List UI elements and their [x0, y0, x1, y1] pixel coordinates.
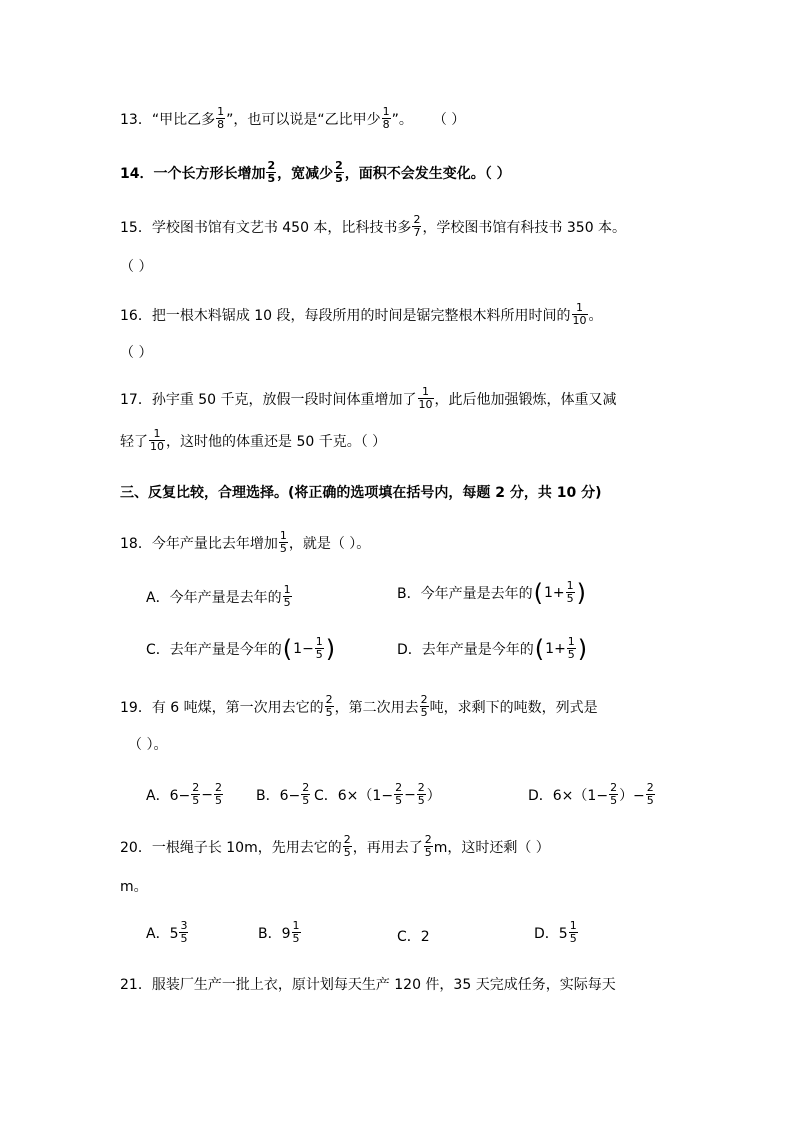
- q19-text-post: 吨，求剩下的吨数，列式是: [429, 699, 598, 716]
- q19-answer-blank[interactable]: （ ）。: [128, 737, 168, 753]
- q20-option-a-fraction: $\frac{3}{5}$: [180, 919, 188, 945]
- q19-option-d-fraction-1: $\frac{2}{5}$: [610, 781, 618, 807]
- question-17-line-2: [120, 428, 386, 453]
- q20-text-pre: 20．一根绳子长 10m，先用去它的: [120, 839, 342, 856]
- q13-fraction-1: $\frac{1}{8}$: [217, 105, 225, 131]
- q15-text-pre: 15．学校图书馆有文艺书 450 本，比科技书多: [120, 219, 412, 236]
- q14-text-pre: 14．一个长方形长增加: [120, 165, 266, 182]
- q19-text-mid: ，第二次用去: [334, 699, 419, 716]
- q19-option-d[interactable]: D．6×（1− $\frac{2}{5}$ ）− $\frac{2}{5}$: [528, 781, 654, 807]
- q20-fraction-2: $\frac{2}{5}$: [424, 833, 432, 859]
- q14-fraction-1: $\frac{2}{5}$: [267, 159, 276, 185]
- q18-fraction-1: $\frac{1}{5}$: [279, 529, 287, 555]
- q19-text-pre: 19．有 6 吨煤，第一次用去它的: [120, 699, 324, 716]
- question-21: 21．服装厂生产一批上衣，原计划每天生产 120 件，35 天完成任务，实际每天: [120, 977, 616, 993]
- question-20: [120, 834, 550, 859]
- q17-fraction-2: $\frac{1}{10}$: [150, 427, 164, 453]
- q18-text-post: ，就是（ ）。: [288, 535, 371, 552]
- question-13: [120, 106, 465, 131]
- q20-text-mid: ，再用去了: [352, 839, 423, 856]
- q20-option-a[interactable]: A．5 $\frac{3}{5}$: [146, 919, 188, 945]
- q16-text-pre: 16．把一根木料锯成 10 段，每段所用的时间是锯完整根木料所用时间的: [120, 307, 571, 324]
- q19-option-b-fraction: $\frac{2}{5}$: [302, 781, 310, 807]
- q15-answer-blank[interactable]: （ ）: [120, 259, 153, 275]
- q18-option-b-fraction: $\frac{1}{5}$: [566, 579, 574, 605]
- q17-line2-post: ，这时他的体重还是 50 千克。（ ）: [166, 433, 387, 450]
- q13-text-mid: ”，也可以说是“乙比甲少: [226, 111, 381, 128]
- q18-option-d[interactable]: D．去年产量是今年的 ( 1+ $\frac{1}{5}$ ): [397, 634, 588, 663]
- q17-line2-pre: 轻了: [120, 433, 148, 450]
- question-19: [120, 694, 598, 719]
- q18-option-c[interactable]: C．去年产量是今年的 ( 1− $\frac{1}{5}$ ): [146, 634, 336, 663]
- q16-fraction-1: $\frac{1}{10}$: [572, 301, 587, 327]
- question-17: [120, 386, 617, 411]
- q19-option-c-fraction-1: $\frac{2}{5}$: [395, 781, 403, 807]
- q19-fraction-2: $\frac{2}{5}$: [420, 693, 428, 719]
- q19-option-a-fraction-2: $\frac{2}{5}$: [214, 781, 222, 807]
- q20-text-post: m，这时还剩（ ）: [433, 839, 550, 856]
- q20-option-b-fraction: $\frac{1}{5}$: [292, 919, 300, 945]
- q13-text-post: ”。: [391, 111, 413, 128]
- q13-text-pre: 13．“甲比乙多: [120, 111, 216, 128]
- q19-option-b[interactable]: B．6− $\frac{2}{5}$: [256, 781, 310, 807]
- q18-text-pre: 18．今年产量比去年增加: [120, 535, 278, 552]
- question-14: [120, 160, 511, 185]
- q20-option-d-fraction: $\frac{1}{5}$: [569, 919, 577, 945]
- q13-answer-blank[interactable]: （ ）: [432, 111, 466, 128]
- q18-option-a-fraction: $\frac{1}{5}$: [283, 583, 291, 609]
- q20-fraction-1: $\frac{2}{5}$: [343, 833, 351, 859]
- q18-option-b[interactable]: B．今年产量是去年的 ( 1+ $\frac{1}{5}$ ): [397, 578, 586, 607]
- question-16: [120, 302, 603, 327]
- q19-option-d-fraction-2: $\frac{2}{5}$: [646, 781, 654, 807]
- q13-fraction-2: $\frac{1}{8}$: [382, 105, 390, 131]
- question-15: [120, 214, 626, 239]
- q18-option-d-fraction: $\frac{1}{5}$: [567, 635, 575, 661]
- q20-answer-unit: m。: [120, 879, 148, 895]
- section-3-heading: 三、反复比较，合理选择。(将正确的选项填在括号内，每题 2 分，共 10 分): [120, 485, 602, 501]
- q14-fraction-2: $\frac{2}{5}$: [335, 159, 343, 185]
- q20-option-b[interactable]: B．9 $\frac{1}{5}$: [258, 919, 300, 945]
- q14-text-post: ，面积不会发生变化。（ ）: [344, 165, 511, 182]
- q18-option-c-fraction: $\frac{1}{5}$: [315, 635, 323, 661]
- q16-text-post: 。: [588, 307, 603, 324]
- q19-option-c[interactable]: C．6×（1− $\frac{2}{5}$ − $\frac{2}{5}$ ）: [314, 781, 441, 807]
- question-18: [120, 530, 370, 555]
- q20-option-c[interactable]: C．2: [397, 929, 430, 945]
- q19-option-a-fraction-1: $\frac{2}{5}$: [192, 781, 200, 807]
- q17-text-post: ，此后他加强锻炼，体重又减: [434, 391, 617, 408]
- q15-text-post: ，学校图书馆有科技书 350 本。: [422, 219, 627, 236]
- q17-fraction-1: $\frac{1}{10}$: [418, 385, 433, 411]
- q14-text-mid: ，宽减少: [277, 165, 334, 182]
- q20-option-d[interactable]: D．5 $\frac{1}{5}$: [534, 919, 577, 945]
- q15-fraction-1: $\frac{2}{7}$: [413, 213, 421, 239]
- q19-option-a[interactable]: A．6− $\frac{2}{5}$ − $\frac{2}{5}$: [146, 781, 222, 807]
- q16-answer-blank[interactable]: （ ）: [120, 345, 153, 361]
- q19-fraction-1: $\frac{2}{5}$: [325, 693, 333, 719]
- q19-option-c-fraction-2: $\frac{2}{5}$: [417, 781, 425, 807]
- q18-option-a[interactable]: A．今年产量是去年的 $\frac{1}{5}$: [146, 583, 291, 609]
- q17-text-pre: 17．孙宇重 50 千克，放假一段时间体重增加了: [120, 391, 417, 408]
